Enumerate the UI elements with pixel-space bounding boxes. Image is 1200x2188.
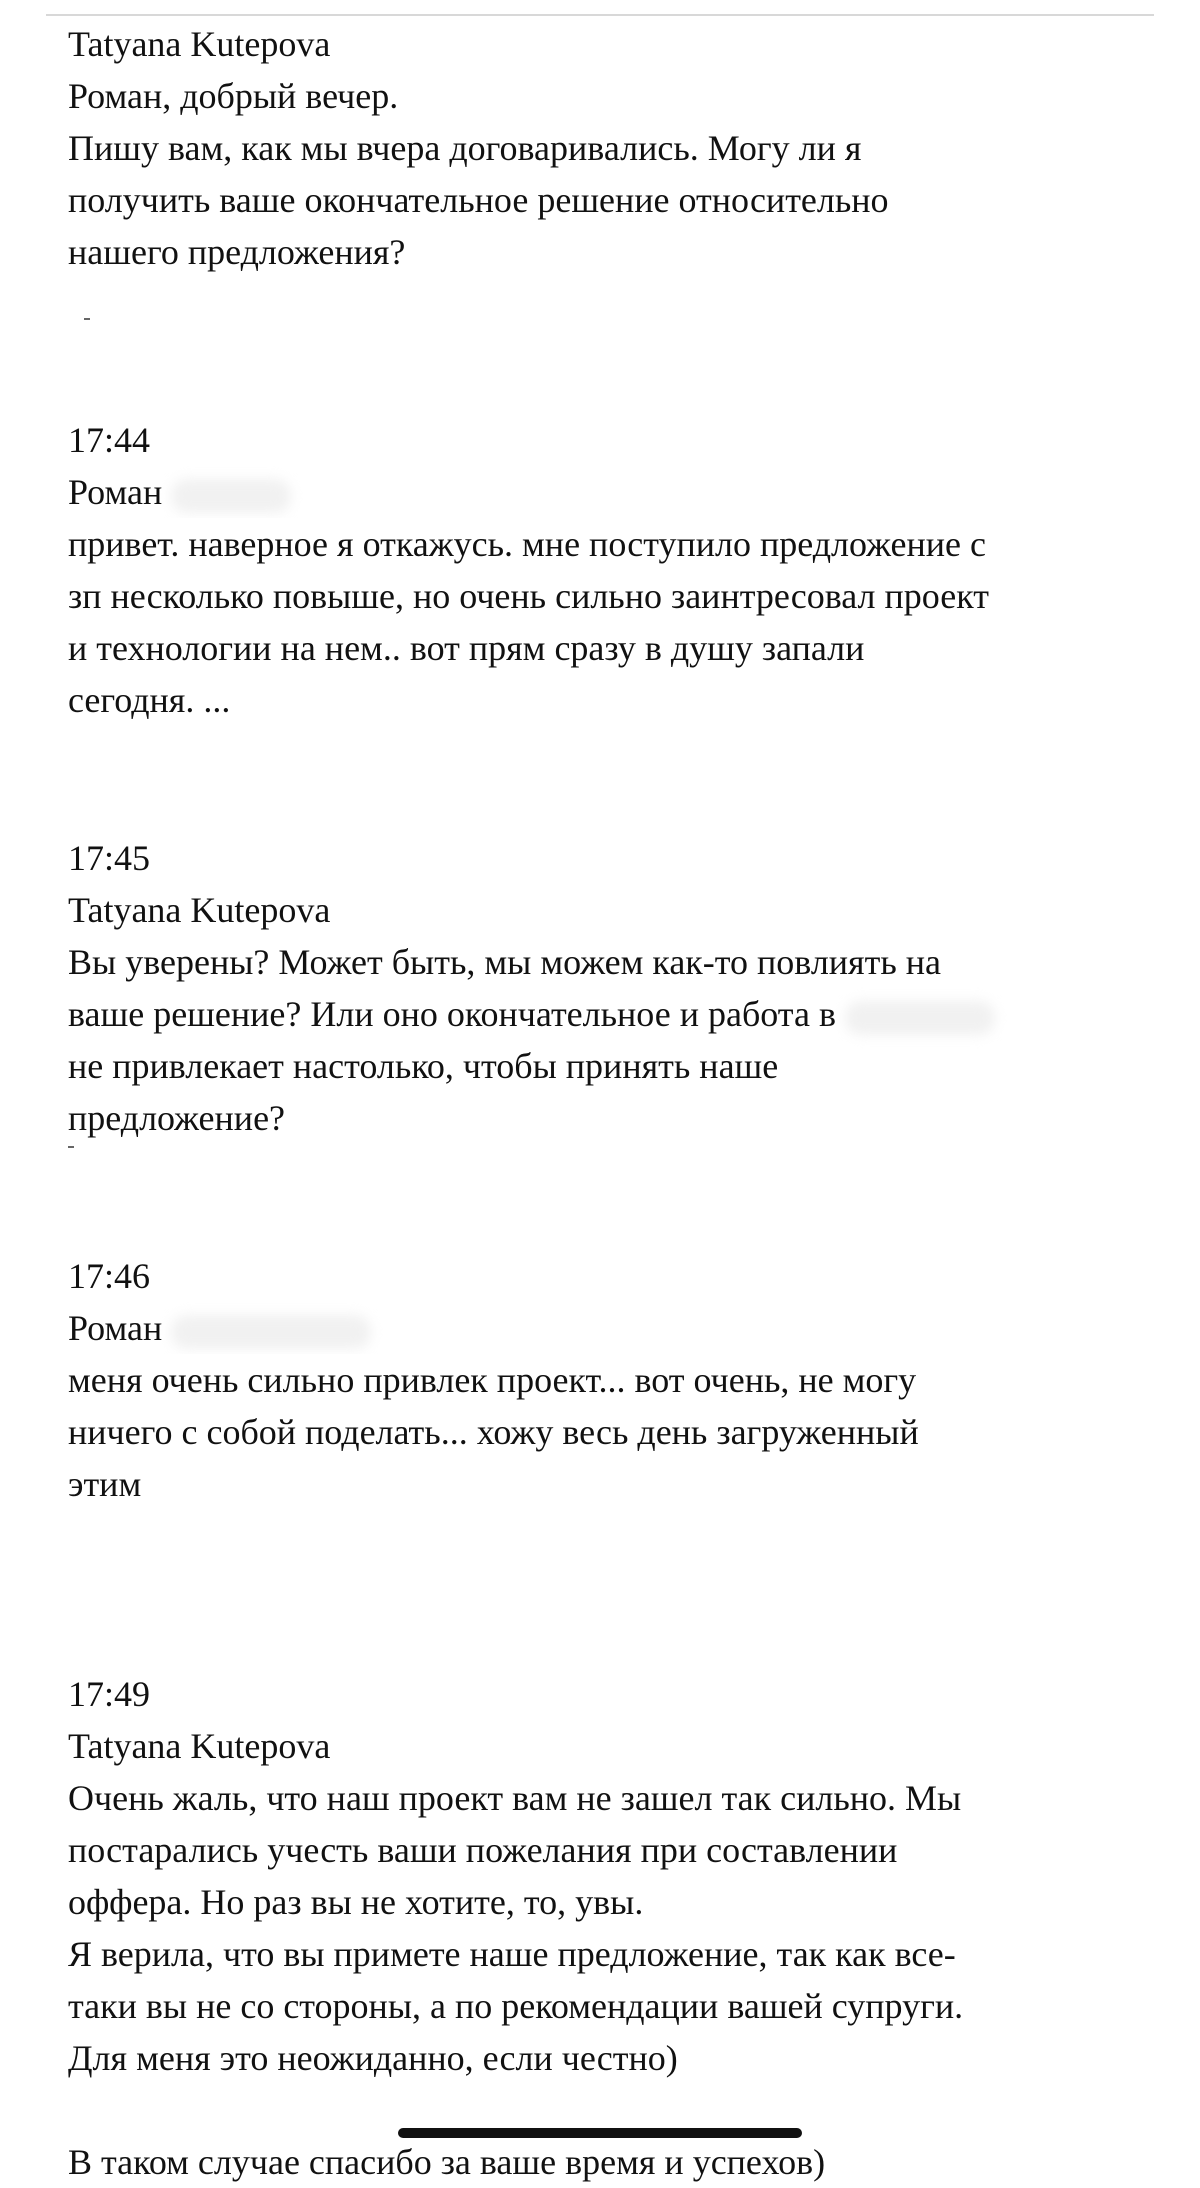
message-line: и технологии на нем.. вот прям сразу в душу запали bbox=[68, 628, 865, 668]
read-mark bbox=[84, 318, 90, 320]
message-line: ничего с собой поделать... хожу весь день загруженный bbox=[68, 1412, 919, 1452]
message-text bbox=[68, 1772, 1138, 2188]
redacted-company bbox=[845, 1001, 995, 1035]
message-time: 17:49 bbox=[68, 1674, 151, 1714]
message-line: меня очень сильно привлек проект... вот очень, не могу bbox=[68, 1360, 917, 1400]
message-time: 17:44 bbox=[68, 420, 151, 460]
redacted-surname bbox=[171, 479, 291, 513]
home-indicator[interactable] bbox=[398, 2128, 802, 2138]
top-divider bbox=[46, 14, 1154, 16]
message-line-with-redaction bbox=[68, 988, 1138, 1040]
message-gap bbox=[68, 726, 1138, 832]
message-text bbox=[68, 936, 1138, 1144]
message-line: ваше решение? Или оно окончательное и работа в bbox=[68, 994, 836, 1034]
message-sender: Tatyana Kutepova bbox=[68, 1726, 331, 1766]
message-gap bbox=[68, 1510, 1138, 1668]
message-line: Пишу вам, как мы вчера договаривались. Могу ли я bbox=[68, 128, 862, 168]
message-line: Вы уверены? Может быть, мы можем как-то повлиять на bbox=[68, 942, 941, 982]
message-text bbox=[68, 518, 1138, 726]
redacted-surname bbox=[171, 1315, 371, 1349]
message-gap bbox=[68, 278, 1138, 414]
message-line: сегодня. ... bbox=[68, 680, 231, 720]
message bbox=[68, 832, 1138, 1144]
chat-transcript bbox=[68, 18, 1138, 2188]
message-sender: Tatyana Kutepova bbox=[68, 24, 331, 64]
message-line: не привлекает настолько, чтобы принять наше bbox=[68, 1046, 779, 1086]
message-text bbox=[68, 1354, 1138, 1510]
message-line: получить ваше окончательное решение относительно bbox=[68, 180, 889, 220]
message-line: Я верила, что вы примете наше предложение, так как все- bbox=[68, 1934, 956, 1974]
message bbox=[68, 1668, 1138, 2188]
message-sender-row bbox=[68, 1302, 1138, 1354]
message-line: таки вы не со стороны, а по рекомендации вашей супруги. bbox=[68, 1986, 964, 2026]
message-line: этим bbox=[68, 1464, 142, 1504]
message-gap bbox=[68, 1144, 1138, 1250]
message-time: 17:46 bbox=[68, 1256, 151, 1296]
message-text bbox=[68, 70, 1138, 278]
message bbox=[68, 1250, 1138, 1510]
message-sender: Роман bbox=[68, 1308, 163, 1348]
message-line: предложение? bbox=[68, 1098, 286, 1138]
message-line: Для меня это неожиданно, если честно) bbox=[68, 2038, 678, 2078]
message-line: постарались учесть ваши пожелания при составлении bbox=[68, 1830, 898, 1870]
message-line: В таком случае спасибо за ваше время и успехов) bbox=[68, 2142, 826, 2182]
message-time: 17:45 bbox=[68, 838, 151, 878]
message-line: Роман, добрый вечер. bbox=[68, 76, 399, 116]
message-sender-row bbox=[68, 466, 1138, 518]
message-line: привет. наверное я откажусь. мне поступило предложение с bbox=[68, 524, 986, 564]
read-mark bbox=[68, 1146, 74, 1148]
message-line: оффера. Но раз вы не хотите, то, увы. bbox=[68, 1882, 644, 1922]
message bbox=[68, 18, 1138, 278]
message-line: нашего предложения? bbox=[68, 232, 406, 272]
message-line: зп несколько повыше, но очень сильно заинтресовал проект bbox=[68, 576, 989, 616]
message-sender: Роман bbox=[68, 472, 163, 512]
message-sender: Tatyana Kutepova bbox=[68, 890, 331, 930]
message bbox=[68, 414, 1138, 726]
message-line: Очень жаль, что наш проект вам не зашел так сильно. Мы bbox=[68, 1778, 962, 1818]
